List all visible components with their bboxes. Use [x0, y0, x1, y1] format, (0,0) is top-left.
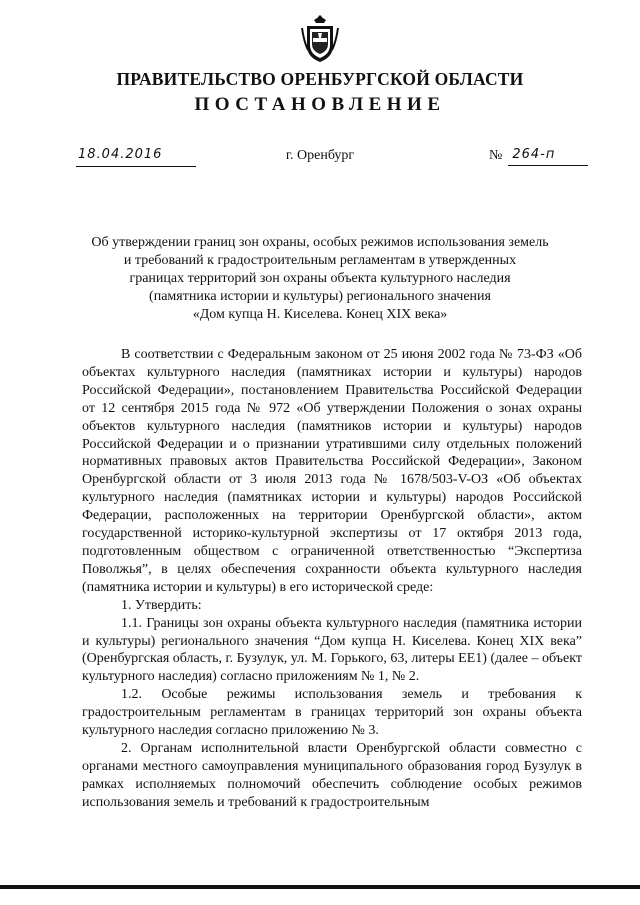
handwritten-date: 18.04.2016	[78, 147, 163, 162]
title-line: (памятника истории и культуры) регионального значения	[149, 289, 491, 304]
coat-of-arms-icon	[300, 14, 340, 64]
title-line: «Дом купца Н. Киселева. Конец XIX века»	[192, 307, 448, 322]
body-paragraph: 2. Органам исполнительной власти Оренбургской области совместно с органами местного самоуправления муниципального образования город Бузулук в рамках исполняемых полномочий обеспечить соблюдение особых режимов использования земель и требований к градостроительным	[82, 740, 582, 810]
title-line: и требований к градостроительным регламентам в утвержденных	[123, 253, 517, 268]
body-paragraph: 1. Утвердить:	[121, 597, 202, 613]
body-paragraph: 1.1. Границы зон охраны объекта культурного наследия (памятника истории и культуры) регионального значения “Дом купца Н. Киселева. Конец XIX века” (Оренбургская область, г. Бузулук, ул. М. Горького, 63, литеры ЕЕ1) (далее – объект культурного наследия) согласно приложениям № 1, № 2.	[82, 615, 582, 685]
body-paragraph: В соответствии с Федеральным законом от 25 июня 2002 года № 73-ФЗ «Об объектах культурного наследия (памятниках истории и культуры) народов Российской Федерации», постановлением Правительства Российской Федерации от 12 сентября 2015 года № 972 «Об утверждении Положения о зонах охраны объектов культурного наследия (памятников истории и культуры) народов Российской Федерации и о признании утратившими силу отдельных положений нормативных правовых актов Правительства Российской Федерации», Законом Оренбургской области от 3 июля 2013 года № 1678/503-V-ОЗ «Об объектах культурного наследия (памятниках истории и культуры) народов Российской Федерации, расположенных на территории Оренбургской области», актом государственной историко-культурной экспертизы от 17 октября 2013 года, подготовленным обществом с ограниченной ответственностью “Экспертиза Поволжья”, в целях обеспечения сохранности объекта культурного наследия (памятника истории и культуры) в его исторической среде:	[82, 347, 582, 595]
organization-name: ПРАВИТЕЛЬСТВО ОРЕНБУРГСКОЙ ОБЛАСТИ	[116, 69, 524, 89]
document-body	[82, 346, 582, 812]
number-sign: №	[489, 148, 503, 163]
handwritten-number: 264-п	[512, 147, 556, 162]
title-line: Об утверждении границ зон охраны, особых режимов использования земель	[91, 235, 549, 250]
body-paragraph: 1.2. Особые режимы использования земель и требования к градостроительным регламентам в границах территорий зон охраны объекта культурного наследия согласно приложению № 3.	[82, 687, 582, 739]
city: г. Оренбург	[285, 148, 355, 163]
document-type: ПОСТАНОВЛЕНИЕ	[194, 94, 446, 115]
title-line: границах территорий зон охраны объекта культурного наследия	[129, 271, 511, 286]
document-title	[70, 234, 570, 324]
page-bottom-rule	[0, 885, 640, 889]
number-field	[489, 148, 588, 166]
